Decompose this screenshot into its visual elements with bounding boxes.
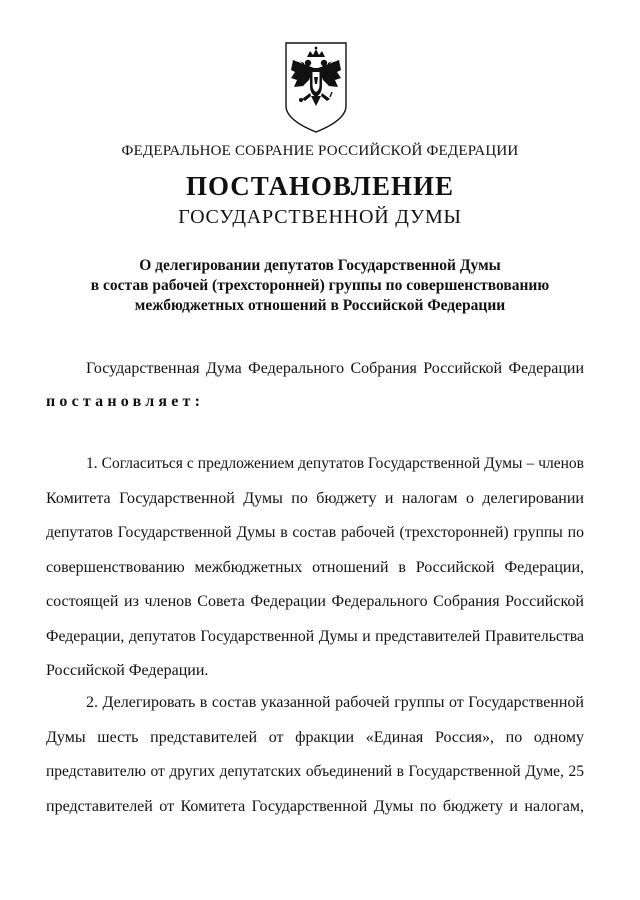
preamble-line: Государственная Дума Федерального Собрания Российской Федерации: [86, 360, 584, 377]
paragraph-line: Думы шесть представителей от фракции «Единая Россия», по одному: [46, 728, 584, 746]
subject-line: в состав рабочей (трехсторонней) группы по совершенствованию: [90, 277, 550, 294]
parliament-name: ФЕДЕРАЛЬНОЕ СОБРАНИЕ РОССИЙСКОЙ ФЕДЕРАЦИИ: [121, 143, 519, 159]
subject-line: межбюджетных отношений в Российской Федерации: [134, 297, 506, 314]
paragraph-line: представителю от других депутатских объединений в Государственной Думе, 25: [46, 763, 584, 780]
paragraph-line: совершенствованию межбюджетных отношений в Российской Федерации,: [46, 558, 584, 576]
paragraph-1: [46, 447, 584, 689]
subject-line: О делегировании депутатов Государственной Думы: [139, 257, 501, 274]
paragraph-line: состоящей из членов Совета Федерации Федерального Собрания Российской: [46, 593, 584, 610]
paragraph-line: Российской Федерации.: [46, 662, 209, 679]
decides-keyword: постановляет:: [46, 393, 205, 410]
paragraph-line: 2. Делегировать в состав указанной рабочей группы от Государственной: [86, 694, 584, 711]
issuing-body-title: ГОСУДАРСТВЕННОЙ ДУМЫ: [178, 206, 462, 228]
paragraph-line: депутатов Государственной Думы в состав рабочей (трехсторонней) группы по: [46, 524, 584, 541]
paragraph-line: представителей от Комитета Государственной Думы по бюджету и налогам,: [46, 797, 584, 815]
paragraph-line: 1. Согласиться с предложением депутатов Государственной Думы – членов: [86, 455, 584, 472]
resolution-subject: [40, 256, 600, 316]
russian-coat-of-arms-icon: [283, 40, 349, 136]
paragraph-line: Комитета Государственной Думы по бюджету и налогам о делегировании: [46, 489, 584, 507]
document-type-title: ПОСТАНОВЛЕНИЕ: [185, 171, 455, 201]
paragraph-2: [46, 686, 584, 824]
paragraph-line: Федерации, депутатов Государственной Думы и представителей Правительства: [46, 627, 584, 645]
preamble: [46, 352, 584, 387]
